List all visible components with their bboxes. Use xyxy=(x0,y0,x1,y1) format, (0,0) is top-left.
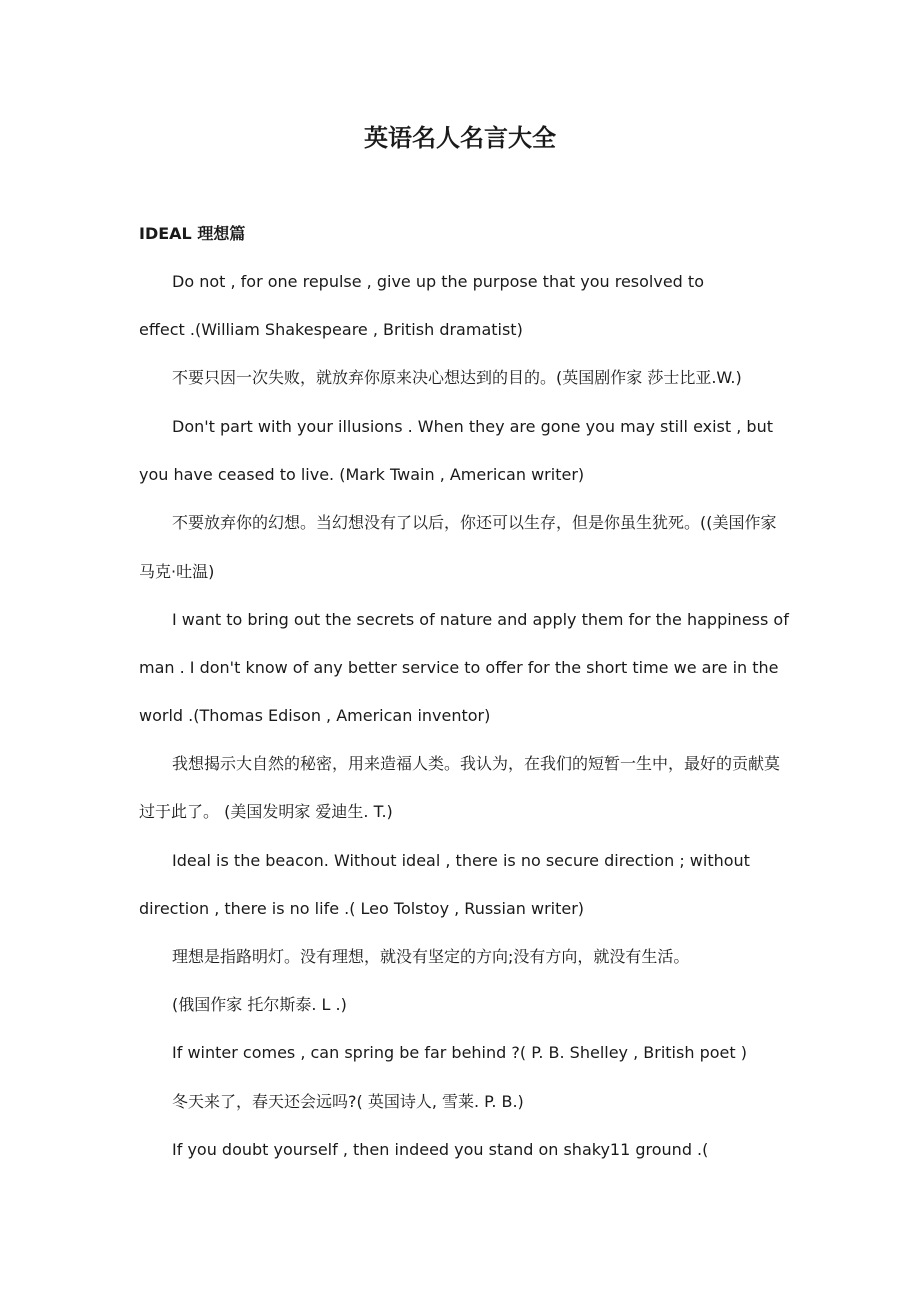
text-line: 不要放弃你的幻想。当幻想没有了以后，你还可以生存，但是你虽生犹死。((美国作家 xyxy=(172,513,777,532)
document-title: 英语名人名言大全 xyxy=(364,124,556,152)
text-line: If you doubt yourself , then indeed you stand on shaky11 ground .( xyxy=(172,1140,709,1159)
text-line: I want to bring out the secrets of nature and apply them for the happiness of xyxy=(172,610,789,629)
text-line: (俄国作家 托尔斯泰. L .) xyxy=(172,995,347,1014)
text-line: direction , there is no life .( Leo Tolstoy , Russian writer) xyxy=(139,899,585,918)
text-line: 理想是指路明灯。没有理想，就没有坚定的方向;没有方向，就没有生活。 xyxy=(172,947,690,966)
text-line: 过于此了。 (美国发明家 爱迪生. T.) xyxy=(139,802,393,821)
text-line: 不要只因一次失败，就放弃你原来决心想达到的目的。(英国剧作家 莎士比亚.W.) xyxy=(172,368,742,387)
text-line: If winter comes , can spring be far behind ?( P. B. Shelley , British poet ) xyxy=(172,1043,747,1062)
text-line: 马克·吐温) xyxy=(139,562,215,581)
text-line: 冬天来了，春天还会远吗?( 英国诗人, 雪莱. P. B.) xyxy=(172,1092,524,1111)
text-line: Ideal is the beacon. Without ideal , there is no secure direction ; without xyxy=(172,851,750,870)
text-line: world .(Thomas Edison , American inventor) xyxy=(139,706,491,725)
section-heading: IDEAL 理想篇 xyxy=(139,224,246,243)
text-line: Do not , for one repulse , give up the purpose that you resolved to xyxy=(172,272,704,291)
text-line: effect .(William Shakespeare , British dramatist) xyxy=(139,320,523,339)
text-line: 我想揭示大自然的秘密，用来造福人类。我认为，在我们的短暂一生中，最好的贡献莫 xyxy=(172,754,781,773)
text-line: you have ceased to live. (Mark Twain , American writer) xyxy=(139,465,585,484)
text-line: man . I don't know of any better service to offer for the short time we are in the xyxy=(139,658,779,677)
text-line: Don't part with your illusions . When they are gone you may still exist , but xyxy=(172,417,773,436)
